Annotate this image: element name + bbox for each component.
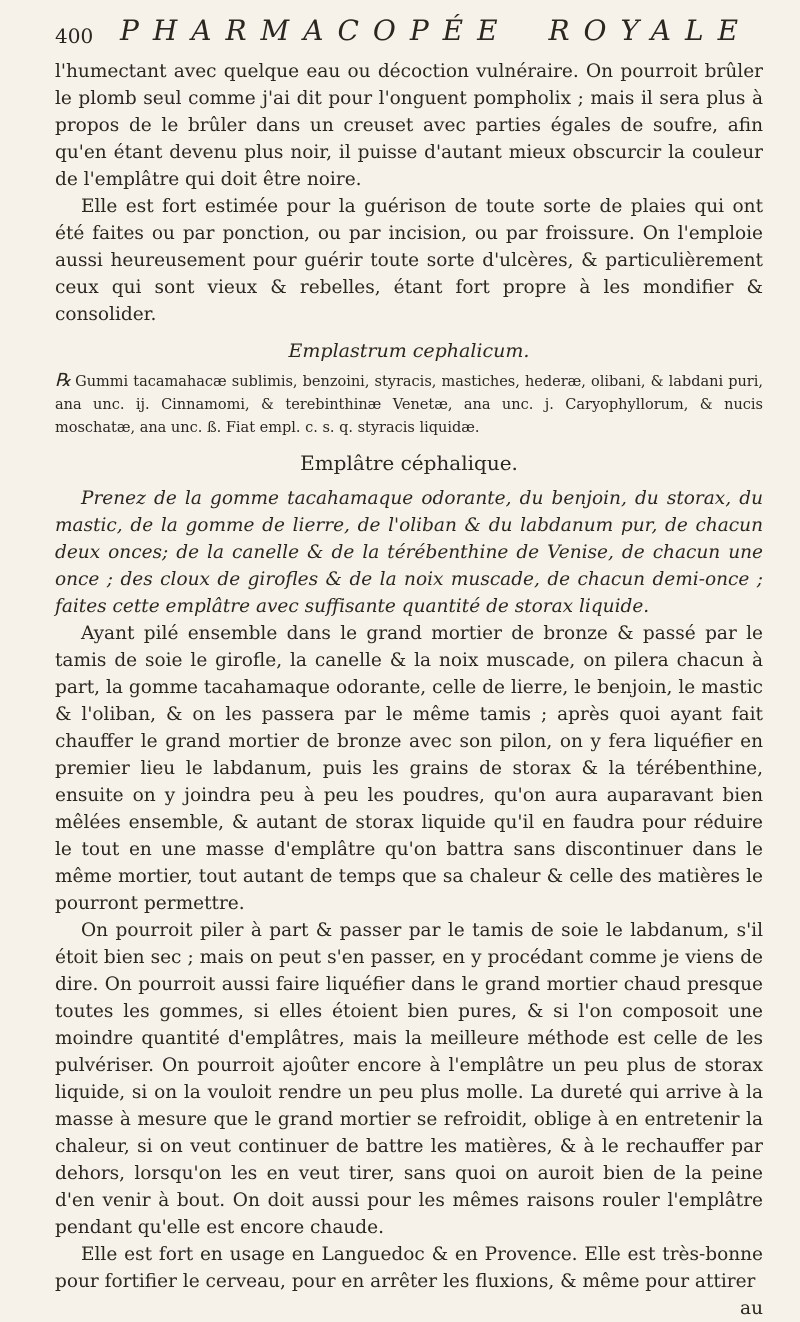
paragraph-3: Ayant pilé ensemble dans le grand mortier de bronze & passé par le tamis de soie le girofle, la canelle & la noix muscade, on pilera chacun à part, la gomme tacahamaque odorante, celle de lierre, le benjoin, le mastic & l'oliban, & on les passera par le même tamis ; après quoi ayant fait chauffer le grand mortier de bronze avec son pilon, on y fera liquéfier en premier lieu le labdanum, puis les grains de storax & la térébenthine, ensuite on y joindra peu à peu les poudres, qu'on aura auparavant bien mêlées ensemble, & autant de storax liquide qu'il en faudra pour réduire le tout en une masse d'emplâtre qu'on battra sans discontinuer dans le même mortier, tout autant de temps que sa chaleur & celle des matières le pourront permettre. bbox=[55, 623, 763, 914]
paragraph-5: Elle est fort en usage en Languedoc & en Provence. Elle est très-bonne pour fortifier le cerveau, pour en arrêter les fluxions, & même pour attirer bbox=[55, 1244, 763, 1292]
paragraph-1: l'humectant avec quelque eau ou décoction vulnéraire. On pourroit brûler le plomb seul comme j'ai dit pour l'onguent pompholix ; mais il sera plus à propos de le brûler dans un creuset avec parties égales de soufre, afin qu'en étant devenu plus noir, il puisse d'autant mieux obscurcir la couleur de l'emplâtre qui doit être noire. bbox=[55, 61, 763, 190]
running-title: PHARMACOPÉE ROYALE bbox=[120, 14, 753, 47]
body-text bbox=[55, 58, 763, 1322]
latin-recipe-text: Gummi tacamahacæ sublimis, benzoini, styracis, mastiches, hederæ, olibani, & labdani puri, ana unc. ij. Cinnamomi, & terebinthinæ Venetæ, ana unc. j. Caryophyllorum, & nucis moschatæ, ana unc. ß. Fiat empl. c. s. q. styracis liquidæ. bbox=[55, 374, 763, 436]
page-header bbox=[0, 0, 800, 50]
recipe-symbol: ℞ bbox=[55, 370, 72, 391]
french-title: Emplâtre céphalique. bbox=[300, 451, 518, 475]
paragraph-4: On pourroit piler à part & passer par le tamis de soie le labdanum, s'il étoit bien sec ; mais on peut s'en passer, en y procédant comme je viens de dire. On pourroit aussi faire liquéfier dans le grand mortier chaud presque toutes les gommes, si elles étoient bien pures, & si l'on composoit une moindre quantité d'emplâtres, mais la meilleure méthode est celle de les pulvériser. On pourroit ajoûter encore à l'emplâtre un peu plus de storax liquide, si on la vouloit rendre un peu plus molle. La dureté qui arrive à la masse à mesure que le grand mortier se refroidit, oblige à en entretenir la chaleur, si on veut continuer de battre les matières, & à le rechauffer par dehors, lorsqu'on les en veut tirer, sans quoi on auroit bien de la peine d'en venir à bout. On doit aussi pour les mêmes raisons rouler l'emplâtre pendant qu'elle est encore chaude. bbox=[55, 920, 763, 1238]
french-recipe: Prenez de la gomme tacahamaque odorante, du benjoin, du storax, du mastic, de la gomme de lierre, de l'oliban & du labdanum pur, de chacun deux onces; de la canelle & de la térébenthine de Venise, de chacun une once ; des cloux de girofles & de la noix muscade, de chacun demi-once ; faites cette emplâtre avec suffisante quantité de storax liquide. bbox=[55, 488, 763, 617]
catchword: au bbox=[740, 1298, 763, 1319]
latin-recipe bbox=[55, 369, 763, 440]
page-number: 400 bbox=[55, 24, 94, 48]
paragraph-2: Elle est fort estimée pour la guérison de toute sorte de plaies qui ont été faites ou par ponction, ou par incision, ou par froissure. On l'emploie aussi heureusement pour guérir toute sorte d'ulcères, & particulièrement ceux qui sont vieux & rebelles, étant fort propre à les mondifier & consolider. bbox=[55, 196, 763, 325]
latin-title: Emplastrum cephalicum. bbox=[288, 340, 530, 362]
